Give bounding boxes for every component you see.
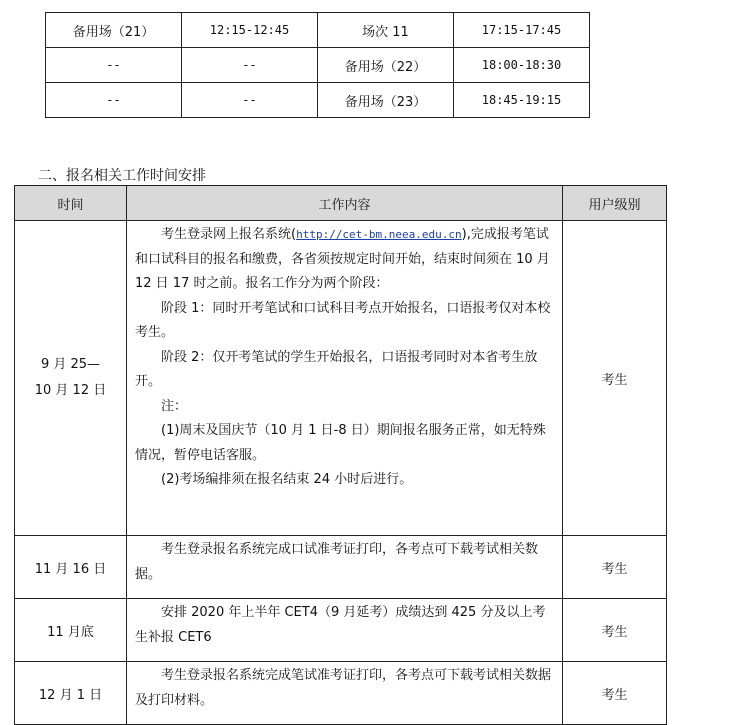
time-line: 10 月 12 日 <box>34 383 107 398</box>
work-cell <box>127 221 563 536</box>
table-cell: 备用场（21） <box>46 13 182 48</box>
work-text: 考生登录报名系统完成口试准考证打印，各考点可下载考试相关数据。 <box>135 542 539 582</box>
table-row <box>15 221 667 536</box>
table-cell: 备用场（23） <box>318 83 454 118</box>
time-line: 9 月 25— <box>40 357 101 372</box>
table-row <box>15 662 667 725</box>
work-cell <box>127 662 563 725</box>
table-cell: 备用场（22） <box>318 48 454 83</box>
table-cell: -- <box>46 83 182 118</box>
work-text: 考生登录网上报名系统( <box>161 227 297 242</box>
work-cell <box>127 599 563 662</box>
sessions-table <box>45 12 590 118</box>
work-cell <box>127 536 563 599</box>
table-cell: -- <box>46 48 182 83</box>
header-time: 时间 <box>15 186 127 221</box>
note-label: 注： <box>161 398 188 414</box>
user-cell: 考生 <box>563 536 667 599</box>
table-cell: -- <box>182 48 318 83</box>
work-text: ),完成报考笔试和口试科目的报名和缴费，各省须按规定时间开始，结束时间须在 10 月 12 日 17 时之前。报名工作分为两个阶段： <box>135 227 550 291</box>
time-cell: 11 月底 <box>15 599 127 662</box>
table-row <box>46 83 590 118</box>
header-user: 用户级别 <box>563 186 667 221</box>
user-cell: 考生 <box>563 662 667 725</box>
registration-link[interactable]: http://cet-bm.neea.edu.cn <box>296 228 462 241</box>
table-cell: -- <box>182 83 318 118</box>
work-text: 安排 2020 年上半年 CET4（9 月延考）成绩达到 425 分及以上考生补报 CET6 <box>135 605 546 645</box>
time-cell: 12 月 1 日 <box>15 662 127 725</box>
table-cell: 18:00-18:30 <box>454 48 590 83</box>
section-title: 二、报名相关工作时间安排 <box>38 168 206 184</box>
user-cell: 考生 <box>563 221 667 536</box>
schedule-table <box>14 185 667 725</box>
note-2-text: (2)考场编排须在报名结束 24 小时后进行。 <box>161 472 413 487</box>
work-paragraph <box>135 223 554 297</box>
table-cell: 17:15-17:45 <box>454 13 590 48</box>
header-work: 工作内容 <box>127 186 563 221</box>
work-text: 考生登录报名系统完成笔试准考证打印，各考点可下载考试相关数据及打印材料。 <box>135 668 552 708</box>
stage-1-text: 阶段 1：同时开考笔试和口试科目考点开始报名，口语报考仅对本校考生。 <box>135 300 551 340</box>
table-row <box>15 536 667 599</box>
table-cell: 12:15-12:45 <box>182 13 318 48</box>
user-cell: 考生 <box>563 599 667 662</box>
time-cell: 11 月 16 日 <box>15 536 127 599</box>
stage-2-text: 阶段 2：仅开考笔试的学生开始报名，口语报考同时对本省考生放开。 <box>135 349 538 389</box>
table-header-row <box>15 186 667 221</box>
table-cell: 18:45-19:15 <box>454 83 590 118</box>
time-cell <box>15 221 127 536</box>
table-cell: 场次 11 <box>318 13 454 48</box>
table-row <box>15 599 667 662</box>
table-row <box>46 13 590 48</box>
table-row <box>46 48 590 83</box>
note-1-text: (1)周末及国庆节（10 月 1 日-8 日）期间报名服务正常，如无特殊情况，暂停电话客服。 <box>135 423 546 463</box>
